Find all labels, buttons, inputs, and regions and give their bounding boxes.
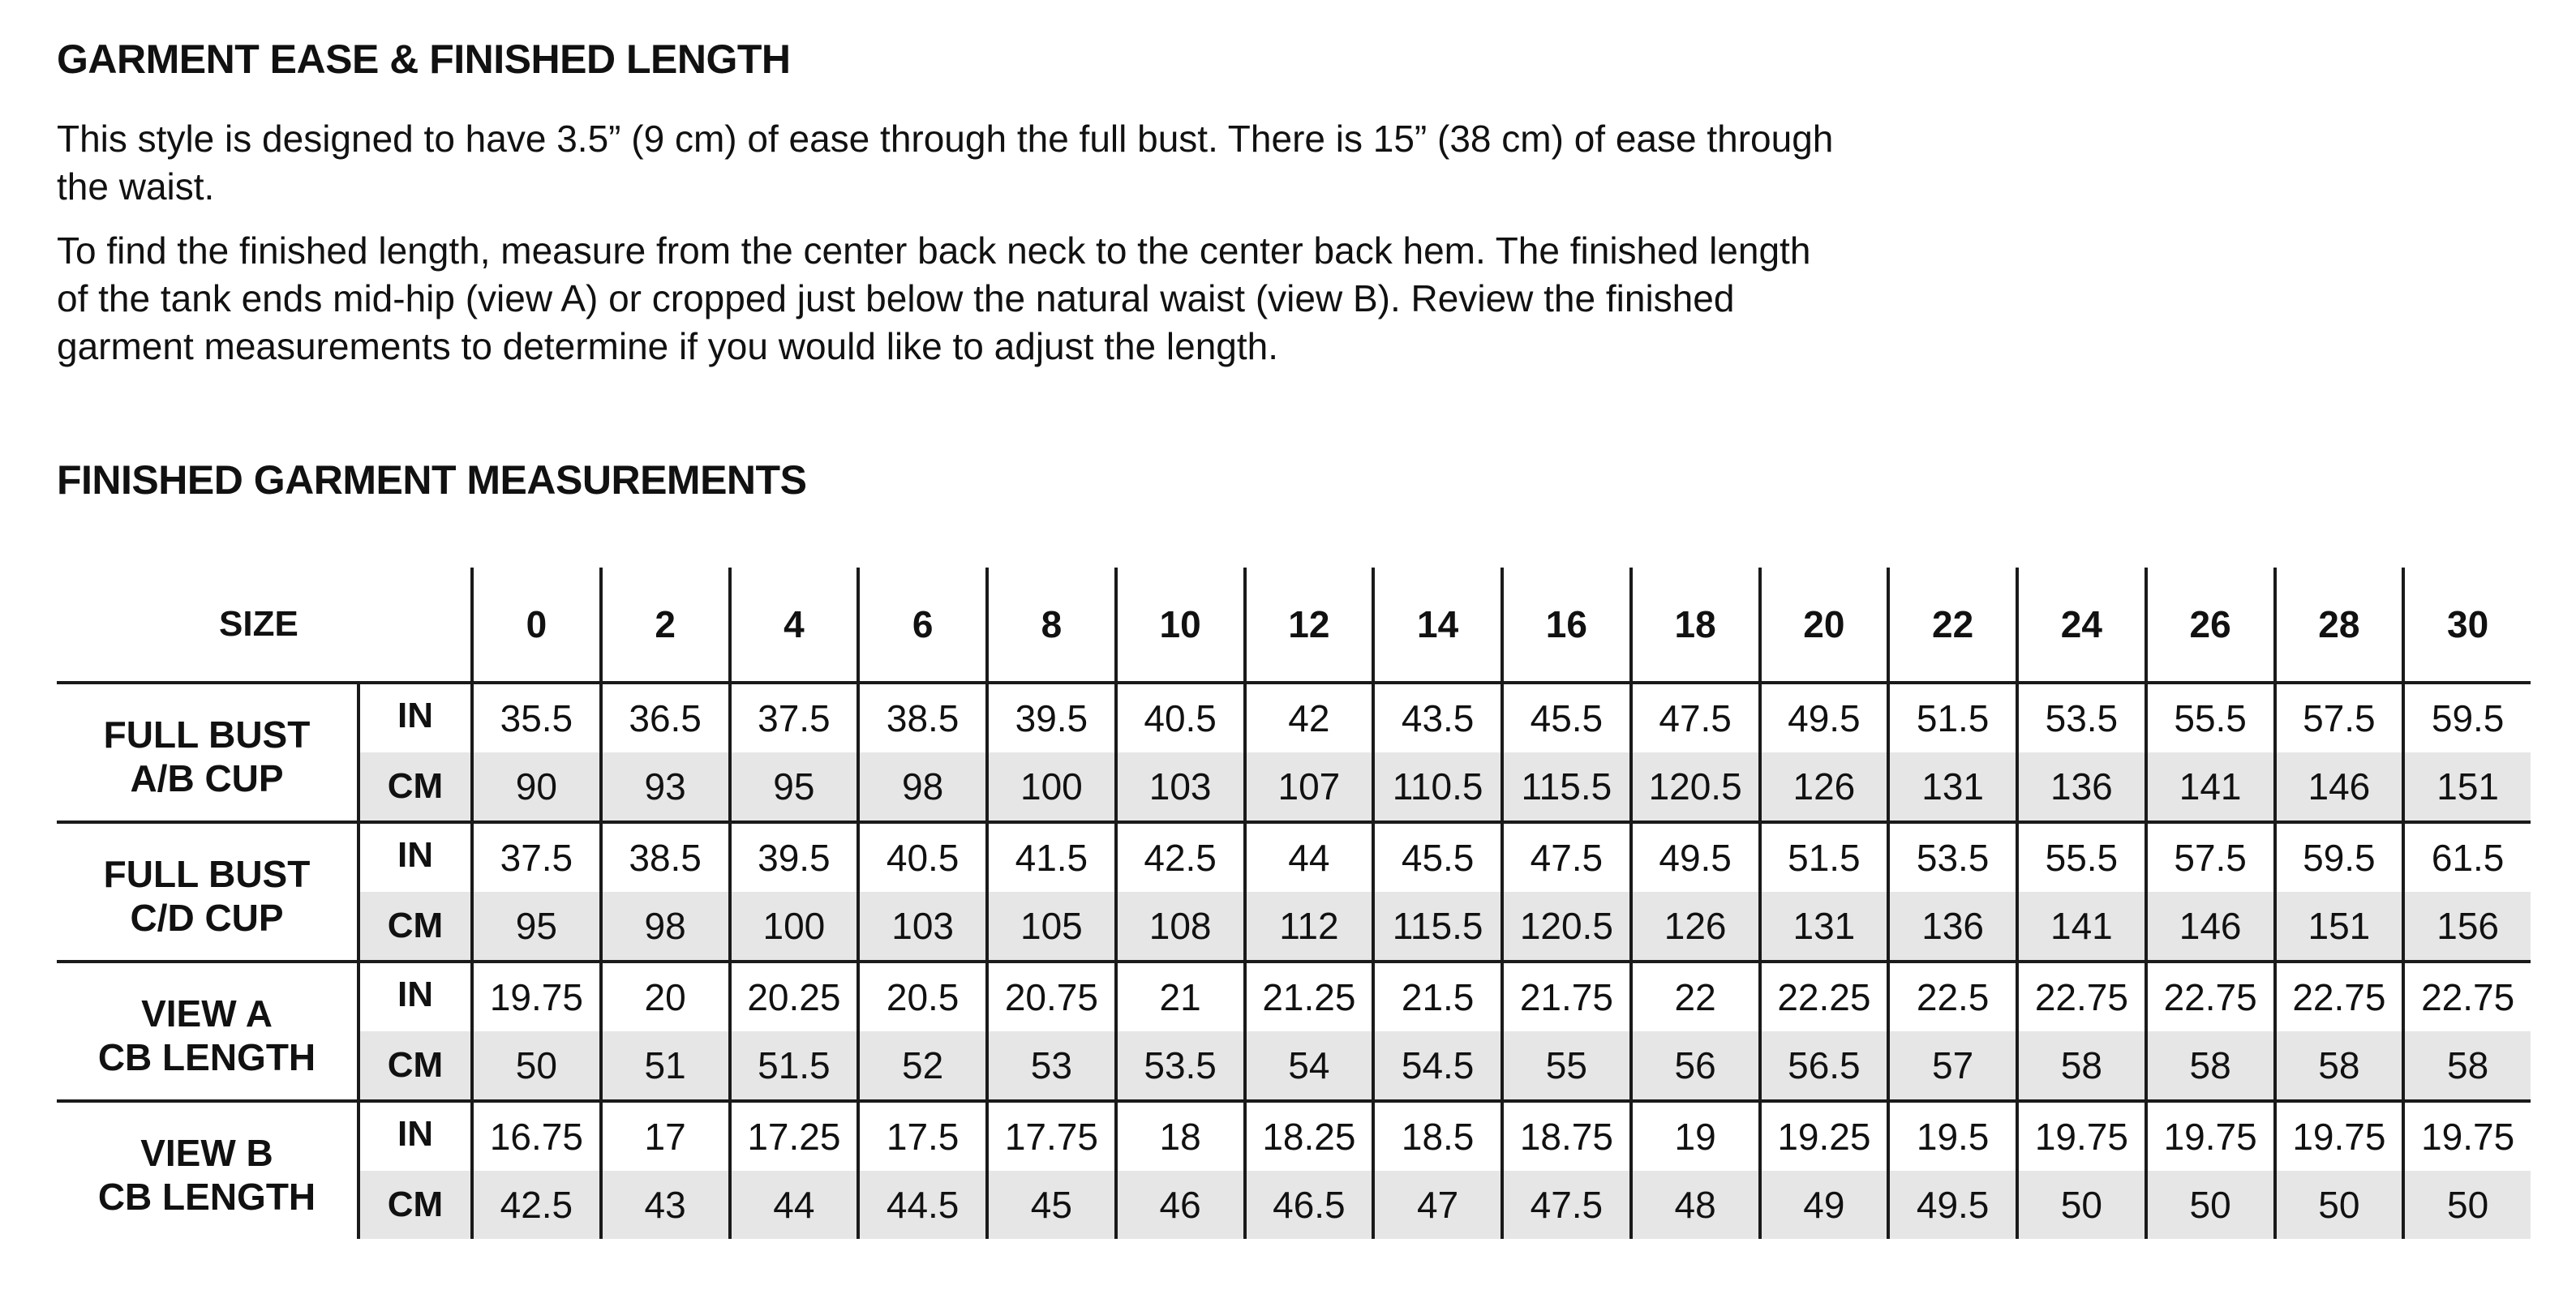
size-column-header: 26 [2145,568,2273,681]
table-cell: 53.5 [2016,684,2145,752]
size-header-label [57,568,470,681]
measurement-group [57,1103,2531,1239]
size-header-row [57,568,2531,684]
table-cell: 53 [985,1031,1114,1099]
table-cell: 38.5 [857,684,985,752]
size-column-header: 12 [1243,568,1372,681]
size-column-header: 24 [2016,568,2145,681]
table-cell: 44.5 [857,1171,985,1239]
table-row-cm [360,892,2531,960]
table-cell: 141 [2145,752,2273,821]
table-cell: 100 [728,892,857,960]
document-page [57,31,2539,1226]
table-row-in [360,963,2531,1031]
table-cell: 126 [1758,752,1887,821]
table-cell: 47.5 [1629,684,1758,752]
table-cell: 112 [1243,892,1372,960]
table-cell: 120.5 [1501,892,1629,960]
table-cell: 115.5 [1501,752,1629,821]
table-cell: 58 [2402,1031,2531,1099]
table-cell: 136 [1887,892,2016,960]
table-cell: 21.5 [1372,963,1501,1031]
table-cell: 22.75 [2273,963,2402,1031]
size-column-header: 22 [1887,568,2016,681]
table-row-in [360,684,2531,752]
unit-label-in: IN [397,1114,433,1154]
table-cell: 50 [470,1031,599,1099]
table-cell: 43 [599,1171,728,1239]
table-cell: 45 [985,1171,1114,1239]
unit-label-cm: CM [387,1045,444,1085]
table-cell: 110.5 [1372,752,1501,821]
group-label-line1: VIEW B [140,1132,273,1174]
group-label-line2: C/D CUP [130,897,284,939]
measurements-section-title: FINISHED GARMENT MEASUREMENTS [57,457,807,503]
size-column-header: 28 [2273,568,2402,681]
table-cell: 49.5 [1887,1171,2016,1239]
table-cell: 48 [1629,1171,1758,1239]
table-cell: 19.75 [2402,1103,2531,1171]
table-cell: 52 [857,1031,985,1099]
group-label-line1: FULL BUST [103,713,311,756]
table-cell: 43.5 [1372,684,1501,752]
table-cell: 17 [599,1103,728,1171]
table-cell: 22.75 [2016,963,2145,1031]
table-row-cm [360,752,2531,821]
table-cell: 22.75 [2402,963,2531,1031]
table-cell: 22.5 [1887,963,2016,1031]
table-cell: 51.5 [728,1031,857,1099]
size-column-header: 20 [1758,568,1887,681]
table-cell: 17.5 [857,1103,985,1171]
table-cell: 42.5 [1114,824,1243,892]
table-cell: 46 [1114,1171,1243,1239]
table-cell: 19.75 [2273,1103,2402,1171]
table-cell: 17.25 [728,1103,857,1171]
table-cell: 53.5 [1114,1031,1243,1099]
group-label-line1: FULL BUST [103,853,311,895]
ease-section-title: GARMENT EASE & FINISHED LENGTH [57,36,791,82]
table-cell: 19.25 [1758,1103,1887,1171]
size-column-header: 16 [1501,568,1629,681]
size-column-header: 0 [470,568,599,681]
unit-label-cm: CM [387,906,444,945]
table-cell: 17.75 [985,1103,1114,1171]
table-cell: 47.5 [1501,1171,1629,1239]
table-cell: 58 [2145,1031,2273,1099]
table-cell: 16.75 [470,1103,599,1171]
table-row-cm [360,1031,2531,1099]
table-cell: 42 [1243,684,1372,752]
table-cell: 54 [1243,1031,1372,1099]
group-label-line2: CB LENGTH [97,1036,316,1078]
table-cell: 156 [2402,892,2531,960]
table-cell: 58 [2016,1031,2145,1099]
measurement-group-label [57,963,357,1099]
table-cell: 120.5 [1629,752,1758,821]
table-cell: 115.5 [1372,892,1501,960]
table-cell: 22.75 [2145,963,2273,1031]
ease-paragraph: This style is designed to have 3.5” (9 cm) of ease through the full bust. There is 15” (38 cm) of ease through the waist. [57,118,1834,208]
table-cell: 57 [1887,1031,2016,1099]
size-column-header: 30 [2402,568,2531,681]
measurement-group-label [57,1103,357,1239]
table-cell: 136 [2016,752,2145,821]
table-cell: 146 [2145,892,2273,960]
size-header-text: SIZE [219,604,298,644]
table-cell: 20.75 [985,963,1114,1031]
size-column-header: 18 [1629,568,1758,681]
unit-label-cm: CM [387,766,444,806]
table-cell: 39.5 [985,684,1114,752]
table-row-in [360,824,2531,892]
measurement-group [57,963,2531,1103]
size-column-header: 2 [599,568,728,681]
table-cell: 38.5 [599,824,728,892]
table-cell: 50 [2402,1171,2531,1239]
table-cell: 90 [470,752,599,821]
measurement-group-body [357,963,2531,1099]
table-cell: 45.5 [1372,824,1501,892]
size-column-header: 10 [1114,568,1243,681]
table-cell: 107 [1243,752,1372,821]
table-cell: 19.75 [2016,1103,2145,1171]
table-cell: 126 [1629,892,1758,960]
table-cell: 18.25 [1243,1103,1372,1171]
measurement-group-label [57,824,357,960]
unit-label-cm: CM [387,1185,444,1224]
table-cell: 57.5 [2145,824,2273,892]
table-cell: 131 [1887,752,2016,821]
table-cell: 37.5 [470,824,599,892]
table-cell: 22 [1629,963,1758,1031]
table-cell: 59.5 [2402,684,2531,752]
table-cell: 49.5 [1758,684,1887,752]
group-label-line2: A/B CUP [130,757,284,799]
table-cell: 95 [728,752,857,821]
table-cell: 151 [2402,752,2531,821]
table-cell: 108 [1114,892,1243,960]
table-cell: 61.5 [2402,824,2531,892]
table-cell: 18.75 [1501,1103,1629,1171]
measurement-group-body [357,684,2531,821]
table-cell: 19 [1629,1103,1758,1171]
table-cell: 98 [857,752,985,821]
unit-label-in: IN [397,975,433,1014]
size-column-header: 4 [728,568,857,681]
table-cell: 146 [2273,752,2402,821]
table-cell: 37.5 [728,684,857,752]
table-cell: 49 [1758,1171,1887,1239]
table-cell: 53.5 [1887,824,2016,892]
table-cell: 105 [985,892,1114,960]
table-cell: 18 [1114,1103,1243,1171]
table-cell: 20.5 [857,963,985,1031]
table-cell: 36.5 [599,684,728,752]
table-cell: 19.75 [2145,1103,2273,1171]
unit-label-in: IN [397,835,433,875]
table-cell: 55.5 [2016,824,2145,892]
table-cell: 45.5 [1501,684,1629,752]
table-cell: 55.5 [2145,684,2273,752]
size-column-header: 14 [1372,568,1501,681]
table-cell: 39.5 [728,824,857,892]
unit-label-in: IN [397,696,433,735]
table-cell: 55 [1501,1031,1629,1099]
size-column-header: 8 [985,568,1114,681]
table-cell: 44 [728,1171,857,1239]
table-cell: 46.5 [1243,1171,1372,1239]
measurement-group-body [357,824,2531,960]
table-cell: 21.25 [1243,963,1372,1031]
table-cell: 18.5 [1372,1103,1501,1171]
table-cell: 57.5 [2273,684,2402,752]
measurement-group-body [357,1103,2531,1239]
table-cell: 20 [599,963,728,1031]
table-cell: 58 [2273,1031,2402,1099]
table-cell: 47 [1372,1171,1501,1239]
measurement-group [57,824,2531,963]
table-cell: 22.25 [1758,963,1887,1031]
group-label-line2: CB LENGTH [97,1176,316,1218]
table-cell: 42.5 [470,1171,599,1239]
finished-garment-measurements-table [57,568,2531,1239]
measurement-group [57,684,2531,824]
table-cell: 51.5 [1887,684,2016,752]
table-cell: 44 [1243,824,1372,892]
table-cell: 93 [599,752,728,821]
table-cell: 41.5 [985,824,1114,892]
table-cell: 21 [1114,963,1243,1031]
table-cell: 98 [599,892,728,960]
table-cell: 56.5 [1758,1031,1887,1099]
table-cell: 19.5 [1887,1103,2016,1171]
table-cell: 103 [1114,752,1243,821]
table-cell: 56 [1629,1031,1758,1099]
table-cell: 21.75 [1501,963,1629,1031]
table-cell: 50 [2273,1171,2402,1239]
table-cell: 47.5 [1501,824,1629,892]
group-label-line1: VIEW A [141,992,273,1035]
table-cell: 54.5 [1372,1031,1501,1099]
table-cell: 51 [599,1031,728,1099]
table-cell: 95 [470,892,599,960]
table-cell: 100 [985,752,1114,821]
finished-length-paragraph: To find the finished length, measure from the center back neck to the center back hem. The finished length of the tank ends mid-hip (view A) or cropped just below the natural waist (view B). Review the finished garment measurements to determine if you would like to adjust the length. [57,229,1811,367]
table-cell: 40.5 [857,824,985,892]
table-cell: 19.75 [470,963,599,1031]
table-cell: 49.5 [1629,824,1758,892]
table-row-in [360,1103,2531,1171]
table-row-cm [360,1171,2531,1239]
table-cell: 51.5 [1758,824,1887,892]
table-cell: 40.5 [1114,684,1243,752]
table-cell: 103 [857,892,985,960]
table-cell: 131 [1758,892,1887,960]
table-cell: 50 [2145,1171,2273,1239]
measurement-group-label [57,684,357,821]
size-column-header: 6 [857,568,985,681]
table-cell: 141 [2016,892,2145,960]
table-cell: 35.5 [470,684,599,752]
table-cell: 20.25 [728,963,857,1031]
table-cell: 50 [2016,1171,2145,1239]
table-cell: 151 [2273,892,2402,960]
table-cell: 59.5 [2273,824,2402,892]
